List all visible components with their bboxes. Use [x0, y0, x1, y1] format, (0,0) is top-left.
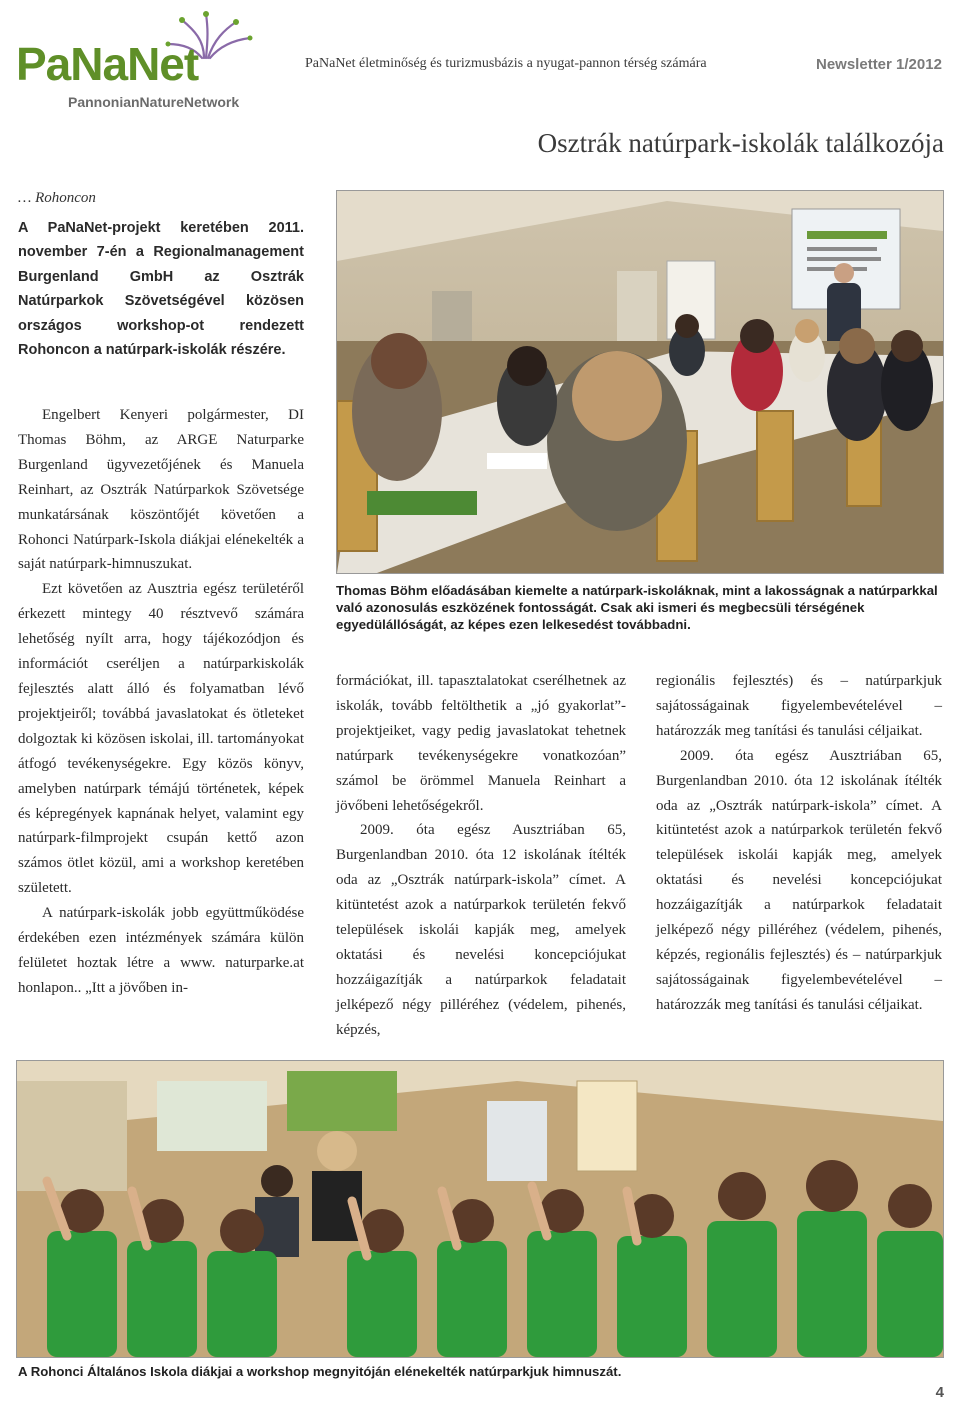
body-paragraph: regionális fejlesztés) és – natúrparkjuk sajátosságainak figyelembevételével – határozzák meg tanítási és tanulási céljaikat. — [656, 673, 942, 739]
page-number: 4 — [935, 1384, 944, 1401]
right-column — [656, 669, 942, 1018]
logo-wordmark: PaNaNet — [16, 38, 199, 90]
body-paragraph: Engelbert Kenyeri polgármester, DI Thomas Böhm, az ARGE Naturparke Burgenland ügyvezetőjének és Manuela Reinhart, az Osztrák Natúrparkok Szövetsége munkatársának köszöntőjét követően a Rohonci Natúrpark-Iskola diákjai elénekelték a saját natúrpark-himnuszukat. — [18, 407, 304, 573]
header-tagline: PaNaNet életminőség és turizmusbázis a nyugat-pannon térség számára — [305, 56, 707, 71]
lead-paragraph: A PaNaNet-projekt keretében 2011. november 7-én a Regionalmanagement Burgenland GmbH az Osztrák Natúrparkok Szövetségével közösen országos workshop-ot rendezett Rohoncon a natúrpark-iskolák részére. — [18, 220, 304, 359]
lead-kicker: … Rohoncon — [18, 190, 96, 206]
choir-photo — [16, 1060, 944, 1358]
article-title: Osztrák natúrpark-iskolák találkozója — [537, 128, 944, 158]
middle-column — [336, 669, 626, 1043]
pananet-logo — [14, 10, 254, 110]
body-paragraph: formációkat, ill. tapasztalatokat cserélhetnek az iskolák, tovább feltölthetik a „jó gyakorlat”-projektjeiket, vagy pedig javaslatokat tehetnek natúrpark tevékenységekre vonatkozóan” számol be örömmel Manuela Reinhart a jövőbeni lehetőségekről. — [336, 673, 626, 814]
body-paragraph: A natúrpark-iskolák jobb együttműködése érdekében ezen intézmények számára külön felületet hoztak létre a www. naturparke.at honlapon.. „Itt a jövőben in- — [18, 905, 304, 996]
workshop-photo — [336, 190, 944, 574]
body-paragraph: 2009. óta egész Ausztriában 65, Burgenlandban 2010. óta 12 iskolának ítélték oda az „Osztrák natúrpark-iskola” címet. A kitüntetést azok a natúrparkok területén fekvő települések iskolái kapják meg, amelyek oktatási és nevelési koncepciójukat hozzáigazítják a natúrparkok feladatait jelképező négy pilléréhez (védelem, pihenés, képzés, — [336, 822, 626, 1038]
left-column — [18, 403, 304, 1001]
photo-caption: Thomas Böhm előadásában kiemelte a natúrpark-iskoláknak, mint a lakosságnak a natúrparkkal való azonosulás eszközének fontosságát. Csak aki ismeri és megbecsüli térségének egyedülállóságát, az képes ezen lelkesedést továbbadni. — [336, 583, 938, 632]
body-paragraph: 2009. óta egész Ausztriában 65, Burgenlandban 2010. óta 12 iskolának ítélték oda az „Osztrák natúrpark-iskola” címet. A kitüntetést azok a natúrparkok területén fekvő települések iskolái kapják meg, amelyek oktatási és nevelési koncepciójukat hozzáigazítják a natúrparkok feladatait jelképező négy pilléréhez (védelem, pihenés, képzés, regionális fejlesztés) és – natúrparkjuk sajátosságainak figyelembevételével – határozzák meg tanítási és tanulási céljaikat. — [656, 747, 942, 1013]
photo-caption: A Rohonci Általános Iskola diákjai a workshop megnyitóján elénekelték natúrparkjuk himnuszát. — [18, 1364, 622, 1379]
logo-subtitle: PannonianNatureNetwork — [68, 94, 240, 110]
newsletter-issue: Newsletter 1/2012 — [816, 56, 942, 73]
body-paragraph: Ezt követően az Ausztria egész területéről érkezett mintegy 40 résztvevő számára lehetőség nyílt arra, hogy tájékozódjon és információt cseréljen a natúrparkiskolák fejlesztés alatt álló és folyamatban lévő projektjeiről; továbbá javaslatokat és ötleteket dolgoztak ki közösen iskolai, ill. tartományokat átfogó tevékenységekre. Egy közös könyv, amelyben natúrpark témájú történetek, képek és képregények kapnának helyet, valamint egy natúrpark-filmprojekt csupán kettő azon számos ötlet közül, ami a workshop keretében született. — [18, 581, 304, 897]
